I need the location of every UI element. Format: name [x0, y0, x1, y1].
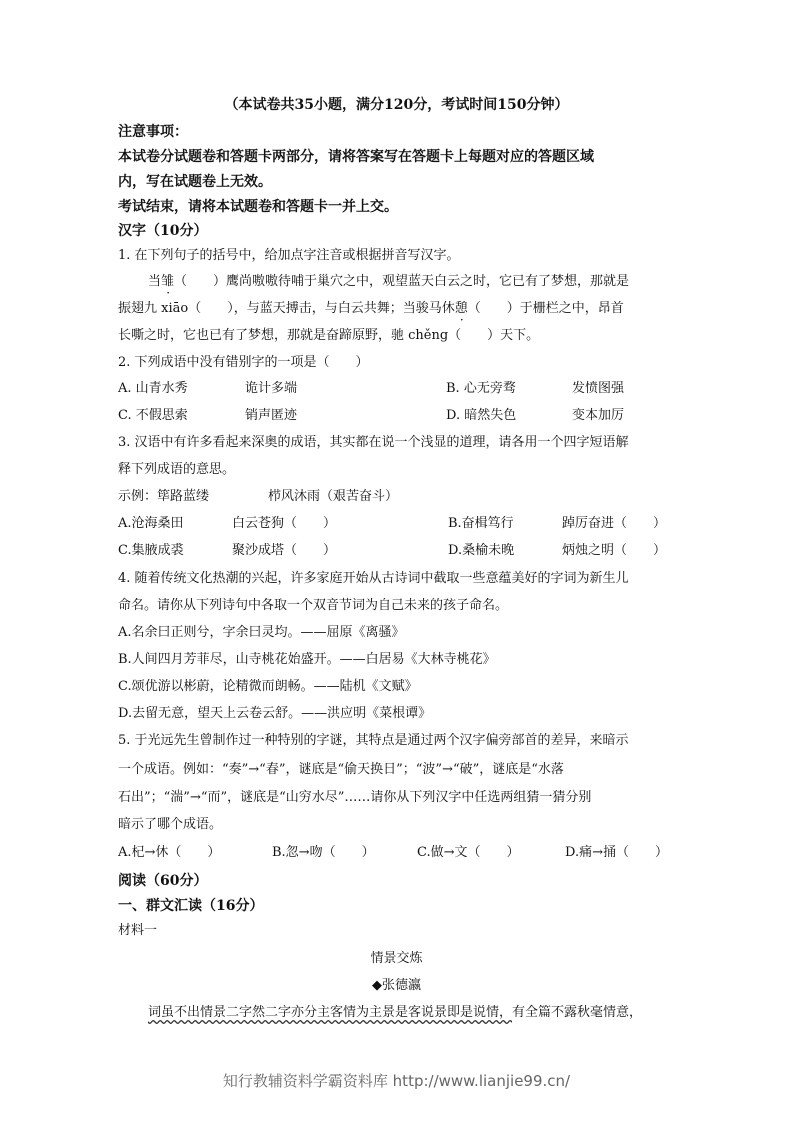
q3-example-1: 示例：筚路蓝缕: [118, 489, 210, 504]
q1-line-2-b: （ ）于栅栏之中，昂首: [467, 301, 624, 316]
section-reading: 阅读（60分）: [118, 873, 208, 889]
notice-title: 注意事项：: [118, 124, 188, 140]
article-line-1-rest: 有全篇不露秋毫情意，: [512, 1005, 643, 1020]
notice-line-2: 考试结束，请将本试题卷和答题卡一并上交。: [118, 199, 398, 215]
q5-option-a: A.杞→休（ ）: [118, 845, 221, 860]
q5-option-d: D.痛→捅（ ）: [565, 845, 668, 860]
q3-stem-1: 3. 汉语中有许多看起来深奥的成语，其实都在说一个浅显的道理，请各用一个四字短语解: [118, 435, 629, 450]
q1-line-3: 长嘶之时，它也已有了梦想，那就是奋蹄原野，驰 chěng（ ）天下。: [118, 328, 540, 343]
q3-option-b-1: B.奋楫笃行: [448, 516, 514, 531]
q5-line-2: 一个成语。例如：“奏”→“春”，谜底是“偷天换日”；“波”→“破”，谜底是“水落: [118, 762, 564, 777]
q1-dotted-char-2: 憩: [454, 301, 468, 316]
q4-option-d: D.去留无意，望天上云卷云舒。——洪应明《菜根谭》: [118, 706, 432, 721]
q4-stem-2: 命名。请你从下列诗句中各取一个双音节词为自己未来的孩子命名。: [118, 598, 509, 613]
q5-option-b: B.忽→吻（ ）: [272, 845, 375, 860]
q3-example-2: 栉风沐雨（艰苦奋斗）: [268, 489, 399, 504]
q5-option-c: C.做→文（ ）: [417, 845, 520, 860]
q4-stem-1: 4. 随着传统文化热潮的兴起，许多家庭开始从古诗词中截取一些意蕴美好的字词为新生儿: [118, 571, 629, 586]
article-author: ◆张德瀛: [372, 978, 421, 993]
q2-option-b-2: 发愤图强: [572, 381, 625, 396]
q3-stem-2: 释下列成语的意思。: [118, 462, 236, 477]
q4-option-c: C.颂优游以彬蔚，论精微而朗畅。——陆机《文赋》: [118, 679, 418, 694]
q2-option-d-1: D. 暗然失色: [446, 408, 517, 423]
material-label: 材料一: [118, 923, 158, 938]
exam-header: （本试卷共35小题，满分120分，考试时间150分钟）: [224, 97, 569, 113]
q4-option-a: A.名余曰正则兮，字余曰灵均。——屈原《离骚》: [118, 625, 405, 640]
article-underlined-text: 词虽不出情景二字然二字亦分主客情为主景是客说景即是说情，: [148, 1005, 513, 1020]
q3-option-a-1: A.沧海桑田: [118, 516, 184, 531]
q3-option-a-2: 白云苍狗（ ）: [232, 516, 337, 531]
q5-line-1: 5. 于光远先生曾制作过一种特别的字谜，其特点是通过两个汉字偏旁部首的差异，来暗示: [118, 733, 629, 748]
notice-line-1a: 本试卷分试题卷和答题卡两部分，请将答案写在答题卡上每题对应的答题区域: [118, 149, 594, 165]
q1-line-1: [148, 273, 629, 291]
q1-dotted-char-1: 雏: [161, 274, 175, 289]
section-hanzi: 汉字（10分）: [118, 223, 208, 239]
notice-line-1b: 内，写在试题卷上无效。: [118, 174, 272, 190]
article-line-1: [148, 1004, 642, 1022]
q2-option-a-2: 诡计多端: [245, 381, 298, 396]
q3-option-c-1: C.集腋成裘: [118, 543, 184, 558]
q3-option-b-2: 踔厉奋进（ ）: [562, 516, 667, 531]
q3-option-d-2: 炳烛之明（ ）: [562, 543, 667, 558]
q3-option-d-1: D.桑榆未晚: [448, 543, 515, 558]
q1-line-2-a: 振翅九 xiāo（ ），与蓝天搏击，与白云共舞；当骏马休: [118, 301, 455, 316]
q2-option-b-1: B. 心无旁骛: [446, 381, 516, 396]
q1-line-1-a: 当: [148, 274, 162, 289]
q1-stem: 1. 在下列句子的括号中，给加点字注音或根据拼音写汉字。: [118, 248, 460, 263]
q1-line-2: [118, 300, 624, 318]
q4-option-b: B.人间四月芳菲尽，山寺桃花始盛开。——白居易《大林寺桃花》: [118, 652, 496, 667]
section-one: 一、群文汇读（16分）: [118, 898, 264, 914]
footer-watermark: 知行教辅资料学霸资料库 http://www.lianjie99.cn/: [222, 1072, 571, 1090]
q1-line-1-b: （ ）鹰尚嗷嗷待哺于巢穴之中，观望蓝天白云之时，它已有了梦想，那就是: [174, 274, 630, 289]
article-title: 情景交炼: [370, 951, 423, 966]
q2-option-a-1: A. 山青水秀: [118, 381, 188, 396]
q5-line-3: 石出”；“湍”→“而”，谜底是“山穷水尽”……请你从下列汉字中任选两组猜一猜分别: [118, 790, 592, 805]
q2-stem: 2. 下列成语中没有错别字的一项是（ ）: [118, 355, 369, 370]
q3-option-c-2: 聚沙成塔（ ）: [232, 543, 337, 558]
q2-option-d-2: 变本加厉: [572, 408, 625, 423]
q5-line-4: 暗示了哪个成语。: [118, 817, 223, 832]
q2-option-c-2: 销声匿迹: [245, 408, 298, 423]
q2-option-c-1: C. 不假思索: [118, 408, 188, 423]
